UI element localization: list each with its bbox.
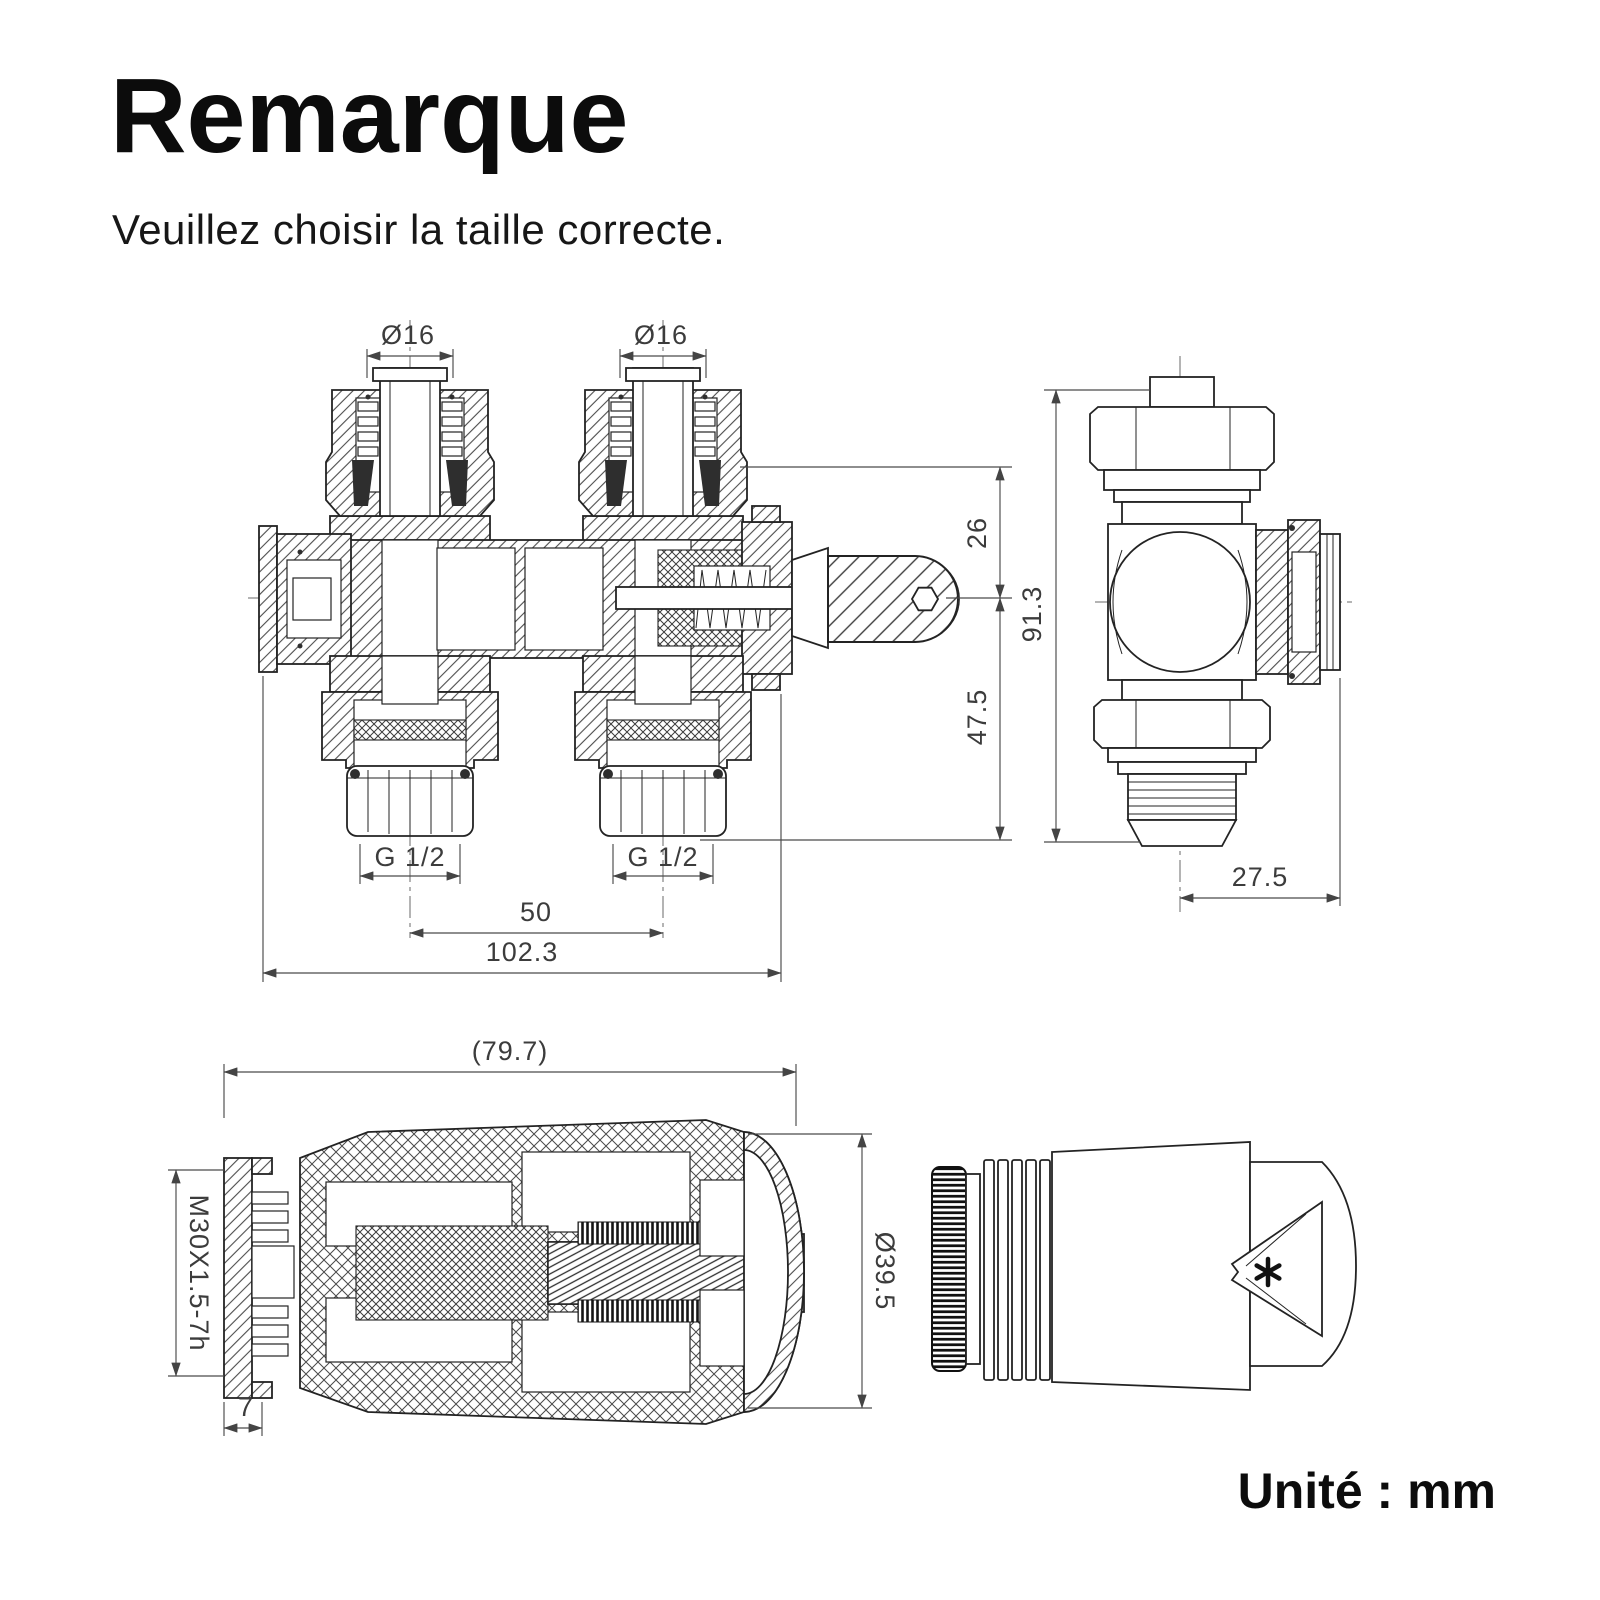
valve-side-view-drawing	[1017, 356, 1352, 912]
thermostatic-head-section-drawing	[168, 1036, 900, 1436]
right-port-boss	[583, 516, 743, 542]
svg-text:M30X1.5-7h: M30X1.5-7h	[184, 1194, 214, 1352]
svg-text:47.5: 47.5	[962, 688, 992, 746]
ball-port	[1110, 532, 1250, 672]
top-compression-nut	[1090, 407, 1274, 470]
knurled-grip-ring	[932, 1167, 966, 1371]
hex-socket	[912, 588, 938, 611]
grip-rib	[1040, 1160, 1050, 1380]
svg-text:(79.7): (79.7)	[471, 1036, 549, 1066]
bottom-port-right	[575, 656, 751, 836]
body-channel-right	[525, 548, 603, 650]
dim-port-spacing	[410, 897, 663, 933]
top-port-left	[326, 368, 494, 516]
svg-text:G 1/2: G 1/2	[627, 842, 699, 872]
grip-rib	[984, 1160, 994, 1380]
threaded-tail	[1128, 774, 1236, 846]
page-subtitle: Veuillez choisir la taille correcte.	[112, 206, 726, 253]
side-outlet	[1256, 520, 1340, 684]
manifold-cross-section-drawing	[248, 320, 1012, 982]
svg-text:7: 7	[237, 1392, 255, 1422]
svg-text:91.3: 91.3	[1017, 585, 1047, 643]
dim-head-overall-length	[224, 1036, 796, 1126]
dim-thread-spec	[168, 1170, 224, 1376]
top-tube	[1150, 377, 1214, 407]
bottom-nut	[1094, 700, 1270, 748]
drain-cap	[259, 526, 351, 672]
head-body	[1052, 1142, 1250, 1390]
body-channel-left	[437, 548, 515, 650]
svg-text:50: 50	[519, 897, 553, 927]
top-port-right	[579, 368, 747, 516]
svg-text:G 1/2: G 1/2	[374, 842, 446, 872]
grip-rib	[1026, 1160, 1036, 1380]
page-title: Remarque	[110, 57, 629, 175]
thermostatic-head-exterior-drawing	[932, 1142, 1356, 1390]
svg-text:102.3: 102.3	[485, 937, 559, 967]
left-port-boss	[330, 516, 490, 542]
adjustment-knob	[356, 1226, 548, 1320]
left-bore	[382, 540, 438, 658]
svg-text:Ø39.5: Ø39.5	[870, 1231, 900, 1311]
svg-text:Ø16: Ø16	[633, 320, 689, 350]
svg-text:26: 26	[962, 516, 992, 550]
svg-text:Ø16: Ø16	[380, 320, 436, 350]
bottom-port-left	[322, 656, 498, 836]
grip-rib	[998, 1160, 1008, 1380]
m30-collar	[224, 1158, 294, 1398]
unit-label: Unité : mm	[1237, 1463, 1496, 1519]
grip-rib	[1012, 1160, 1022, 1380]
svg-text:27.5: 27.5	[1231, 862, 1289, 892]
